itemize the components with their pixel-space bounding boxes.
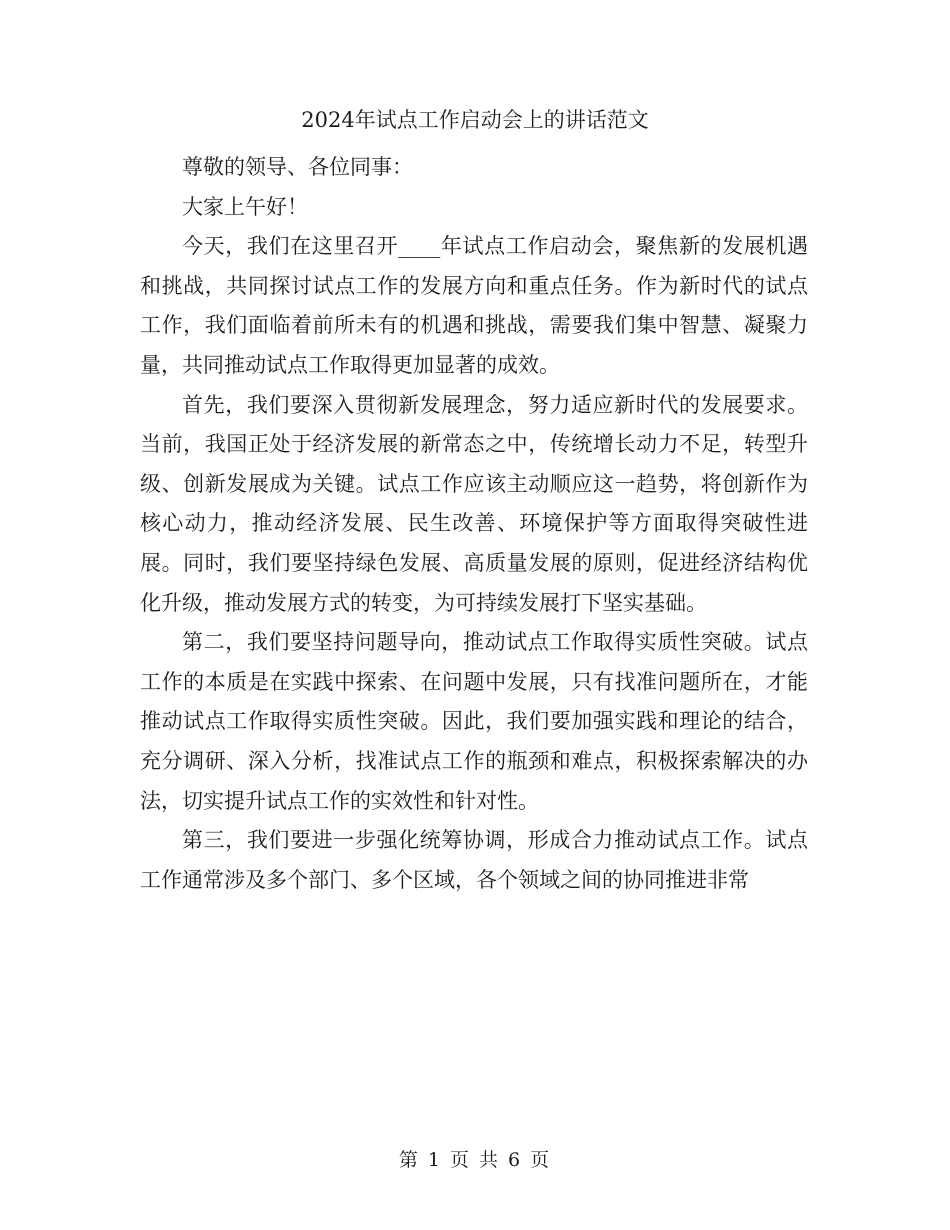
page-number-footer: 第 1 页 共 6 页 [398, 1149, 552, 1171]
document-body [140, 148, 808, 900]
paragraph-second: 第二，我们要坚持问题导向，推动试点工作取得实质性突破。试点工作的本质是在实践中探索、在问题中发展，只有找准问题所在，才能推动试点工作取得实质性突破。因此，我们要加强实践和理论的结合，充分调研、深入分析，找准试点工作的瓶颈和难点，积极探索解决的办法，切实提升试点工作的实效性和针对性。 [140, 630, 808, 813]
document-title: 2024年试点工作启动会上的讲话范文 [301, 108, 649, 132]
greeting: 大家上午好！ [182, 194, 308, 219]
paragraph-first: 首先，我们要深入贯彻新发展理念，努力适应新时代的发展要求。当前，我国正处于经济发展的新常态之中，传统增长动力不足，转型升级、创新发展成为关键。试点工作应该主动顺应这一趋势，将创新作为核心动力，推动经济发展、民生改善、环境保护等方面取得突破性进展。同时，我们要坚持绿色发展、高质量发展的原则，促进经济结构优化升级，推动发展方式的转变，为可持续发展打下坚实基础。 [140, 392, 808, 615]
salutation: 尊敬的领导、各位同事： [182, 155, 413, 179]
paragraph-intro: 今天，我们在这里召开____年试点工作启动会，聚焦新的发展机遇和挑战，共同探讨试点工作的发展方向和重点任务。作为新时代的试点工作，我们面临着前所未有的机遇和挑战，需要我们集中智慧、凝聚力量，共同推动试点工作取得更加显著的成效。 [140, 234, 808, 377]
paragraph-third: 第三，我们要进一步强化统筹协调，形成合力推动试点工作。试点工作通常涉及多个部门、多个区域，各个领域之间的协同推进非常 [140, 828, 808, 892]
